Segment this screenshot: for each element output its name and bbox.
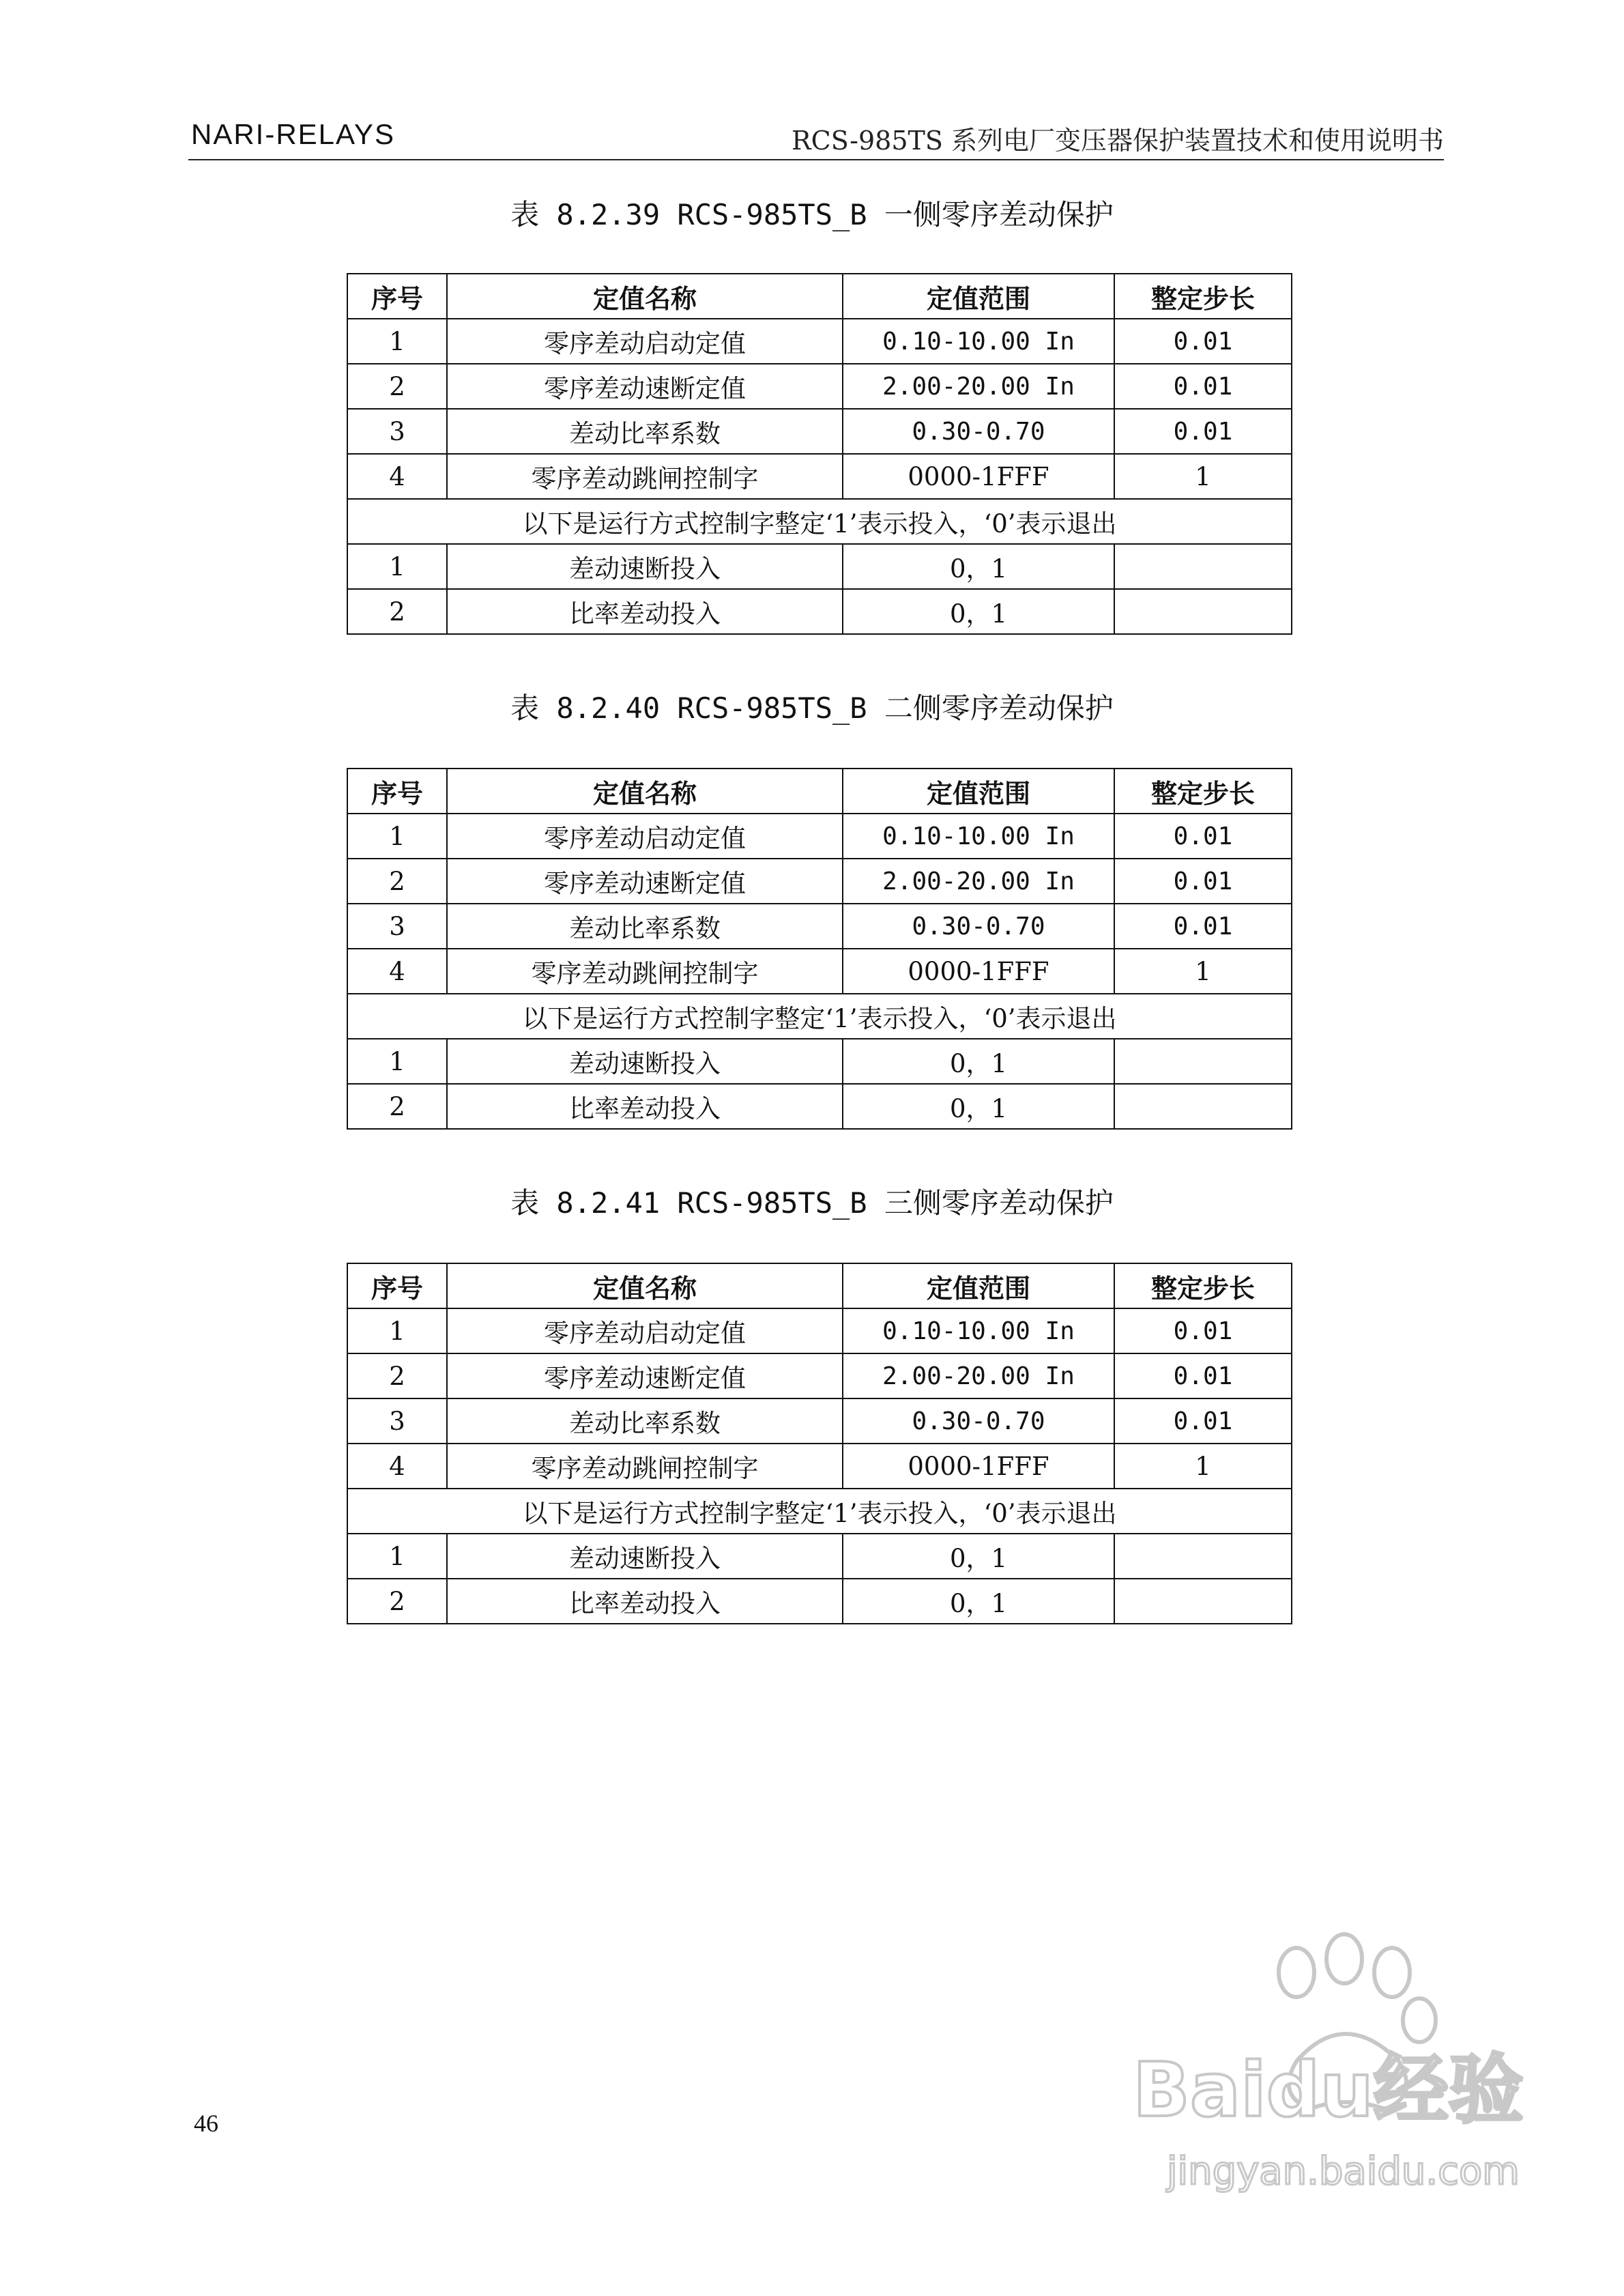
table-row	[347, 1308, 1292, 1353]
cell-step: 0.01	[1114, 1398, 1292, 1444]
cell-step: 0.01	[1114, 904, 1292, 949]
cell-name: 零序差动跳闸控制字	[447, 454, 843, 499]
col-header-name: 定值名称	[447, 1263, 843, 1308]
table-row	[347, 409, 1292, 454]
settings-table	[347, 768, 1292, 1130]
cell-index: 1	[347, 1534, 447, 1579]
cell-index: 2	[347, 1084, 447, 1129]
table-row	[347, 1444, 1292, 1489]
cell-range: 0000-1FFF	[843, 1444, 1114, 1489]
table-row	[347, 904, 1292, 949]
table-row	[347, 1084, 1292, 1129]
cell-name: 零序差动速断定值	[447, 859, 843, 904]
cell-range: 0.30-0.70	[843, 409, 1114, 454]
cell-name: 零序差动跳闸控制字	[447, 949, 843, 994]
settings-table	[347, 273, 1292, 635]
cell-index: 1	[347, 544, 447, 589]
cell-index: 4	[347, 949, 447, 994]
cell-index: 3	[347, 904, 447, 949]
control-word-note: 以下是运行方式控制字整定‘1’表示投入，‘0’表示退出	[347, 1489, 1292, 1534]
cell-step: 1	[1114, 454, 1292, 499]
cell-range: 2.00-20.00 In	[843, 859, 1114, 904]
table-note-row	[347, 499, 1292, 544]
cell-index: 2	[347, 589, 447, 634]
cell-index: 1	[347, 1039, 447, 1084]
cell-index: 1	[347, 1308, 447, 1353]
table-row	[347, 949, 1292, 994]
col-header-step: 整定步长	[1114, 769, 1292, 814]
cell-range: 0，1	[843, 1039, 1114, 1084]
table-row	[347, 859, 1292, 904]
page-number: 46	[194, 2110, 218, 2137]
table-header-row	[347, 769, 1292, 814]
cell-index: 2	[347, 364, 447, 409]
cell-step: 0.01	[1114, 859, 1292, 904]
cell-name: 零序差动跳闸控制字	[447, 1444, 843, 1489]
cell-index: 4	[347, 1444, 447, 1489]
cell-step	[1114, 1039, 1292, 1084]
table-row	[347, 1039, 1292, 1084]
cell-range: 0，1	[843, 1534, 1114, 1579]
baidu-watermark	[1126, 1911, 1549, 2211]
cell-step	[1114, 1084, 1292, 1129]
cell-index: 3	[347, 1398, 447, 1444]
page-header	[188, 113, 1444, 160]
cell-name: 零序差动速断定值	[447, 364, 843, 409]
cell-step	[1114, 544, 1292, 589]
table-header-row	[347, 1263, 1292, 1308]
cell-step	[1114, 589, 1292, 634]
cell-name: 差动比率系数	[447, 409, 843, 454]
cell-step	[1114, 1534, 1292, 1579]
col-header-name: 定值名称	[447, 274, 843, 319]
cell-step	[1114, 1579, 1292, 1624]
watermark-brand: Baidu经验	[1133, 2046, 1524, 2134]
col-header-index: 序号	[347, 274, 447, 319]
cell-range: 2.00-20.00 In	[843, 1353, 1114, 1398]
table-caption: 表 8.2.41 RCS-985TS_B 三侧零序差动保护	[510, 1186, 1114, 1220]
cell-range: 0000-1FFF	[843, 949, 1114, 994]
brand-name: NARI-RELAYS	[191, 118, 395, 150]
cell-name: 比率差动投入	[447, 1579, 843, 1624]
cell-range: 0，1	[843, 589, 1114, 634]
table-caption: 表 8.2.40 RCS-985TS_B 二侧零序差动保护	[510, 691, 1114, 725]
cell-name: 零序差动启动定值	[447, 1308, 843, 1353]
col-header-name: 定值名称	[447, 769, 843, 814]
cell-step: 1	[1114, 1444, 1292, 1489]
table-row	[347, 1534, 1292, 1579]
cell-range: 0.10-10.00 In	[843, 319, 1114, 364]
cell-index: 1	[347, 319, 447, 364]
cell-step: 0.01	[1114, 1308, 1292, 1353]
col-header-range: 定值范围	[843, 769, 1114, 814]
cell-index: 3	[347, 409, 447, 454]
table-note-row	[347, 1489, 1292, 1534]
watermark-url: jingyan.baidu.com	[1167, 2149, 1520, 2194]
table-caption: 表 8.2.39 RCS-985TS_B 一侧零序差动保护	[510, 198, 1114, 231]
cell-range: 2.00-20.00 In	[843, 364, 1114, 409]
cell-range: 0，1	[843, 1084, 1114, 1129]
cell-range: 0.30-0.70	[843, 1398, 1114, 1444]
col-header-index: 序号	[347, 1263, 447, 1308]
cell-name: 零序差动速断定值	[447, 1353, 843, 1398]
cell-step: 0.01	[1114, 319, 1292, 364]
cell-name: 差动速断投入	[447, 1534, 843, 1579]
col-header-step: 整定步长	[1114, 274, 1292, 319]
control-word-note: 以下是运行方式控制字整定‘1’表示投入，‘0’表示退出	[347, 994, 1292, 1039]
settings-table	[347, 1263, 1292, 1624]
cell-step: 0.01	[1114, 409, 1292, 454]
cell-range: 0.10-10.00 In	[843, 814, 1114, 859]
cell-index: 2	[347, 1353, 447, 1398]
cell-range: 0，1	[843, 1579, 1114, 1624]
cell-index: 1	[347, 814, 447, 859]
table-row	[347, 319, 1292, 364]
cell-index: 2	[347, 859, 447, 904]
col-header-index: 序号	[347, 769, 447, 814]
cell-range: 0.30-0.70	[843, 904, 1114, 949]
cell-name: 比率差动投入	[447, 1084, 843, 1129]
table-row	[347, 1579, 1292, 1624]
cell-step: 1	[1114, 949, 1292, 994]
col-header-range: 定值范围	[843, 1263, 1114, 1308]
cell-name: 差动比率系数	[447, 904, 843, 949]
control-word-note: 以下是运行方式控制字整定‘1’表示投入，‘0’表示退出	[347, 499, 1292, 544]
cell-name: 差动速断投入	[447, 544, 843, 589]
cell-step: 0.01	[1114, 814, 1292, 859]
cell-name: 零序差动启动定值	[447, 319, 843, 364]
table-row	[347, 589, 1292, 634]
cell-index: 4	[347, 454, 447, 499]
cell-name: 差动比率系数	[447, 1398, 843, 1444]
col-header-step: 整定步长	[1114, 1263, 1292, 1308]
cell-index: 2	[347, 1579, 447, 1624]
cell-range: 0，1	[843, 544, 1114, 589]
cell-name: 零序差动启动定值	[447, 814, 843, 859]
cell-range: 0000-1FFF	[843, 454, 1114, 499]
table-row	[347, 814, 1292, 859]
table-row	[347, 1398, 1292, 1444]
cell-step: 0.01	[1114, 1353, 1292, 1398]
table-row	[347, 454, 1292, 499]
table-row	[347, 544, 1292, 589]
table-header-row	[347, 274, 1292, 319]
document-title: RCS-985TS 系列电厂变压器保护装置技术和使用说明书	[792, 126, 1444, 156]
cell-name: 比率差动投入	[447, 589, 843, 634]
cell-range: 0.10-10.00 In	[843, 1308, 1114, 1353]
col-header-range: 定值范围	[843, 274, 1114, 319]
table-row	[347, 1353, 1292, 1398]
cell-step: 0.01	[1114, 364, 1292, 409]
cell-name: 差动速断投入	[447, 1039, 843, 1084]
table-row	[347, 364, 1292, 409]
table-note-row	[347, 994, 1292, 1039]
